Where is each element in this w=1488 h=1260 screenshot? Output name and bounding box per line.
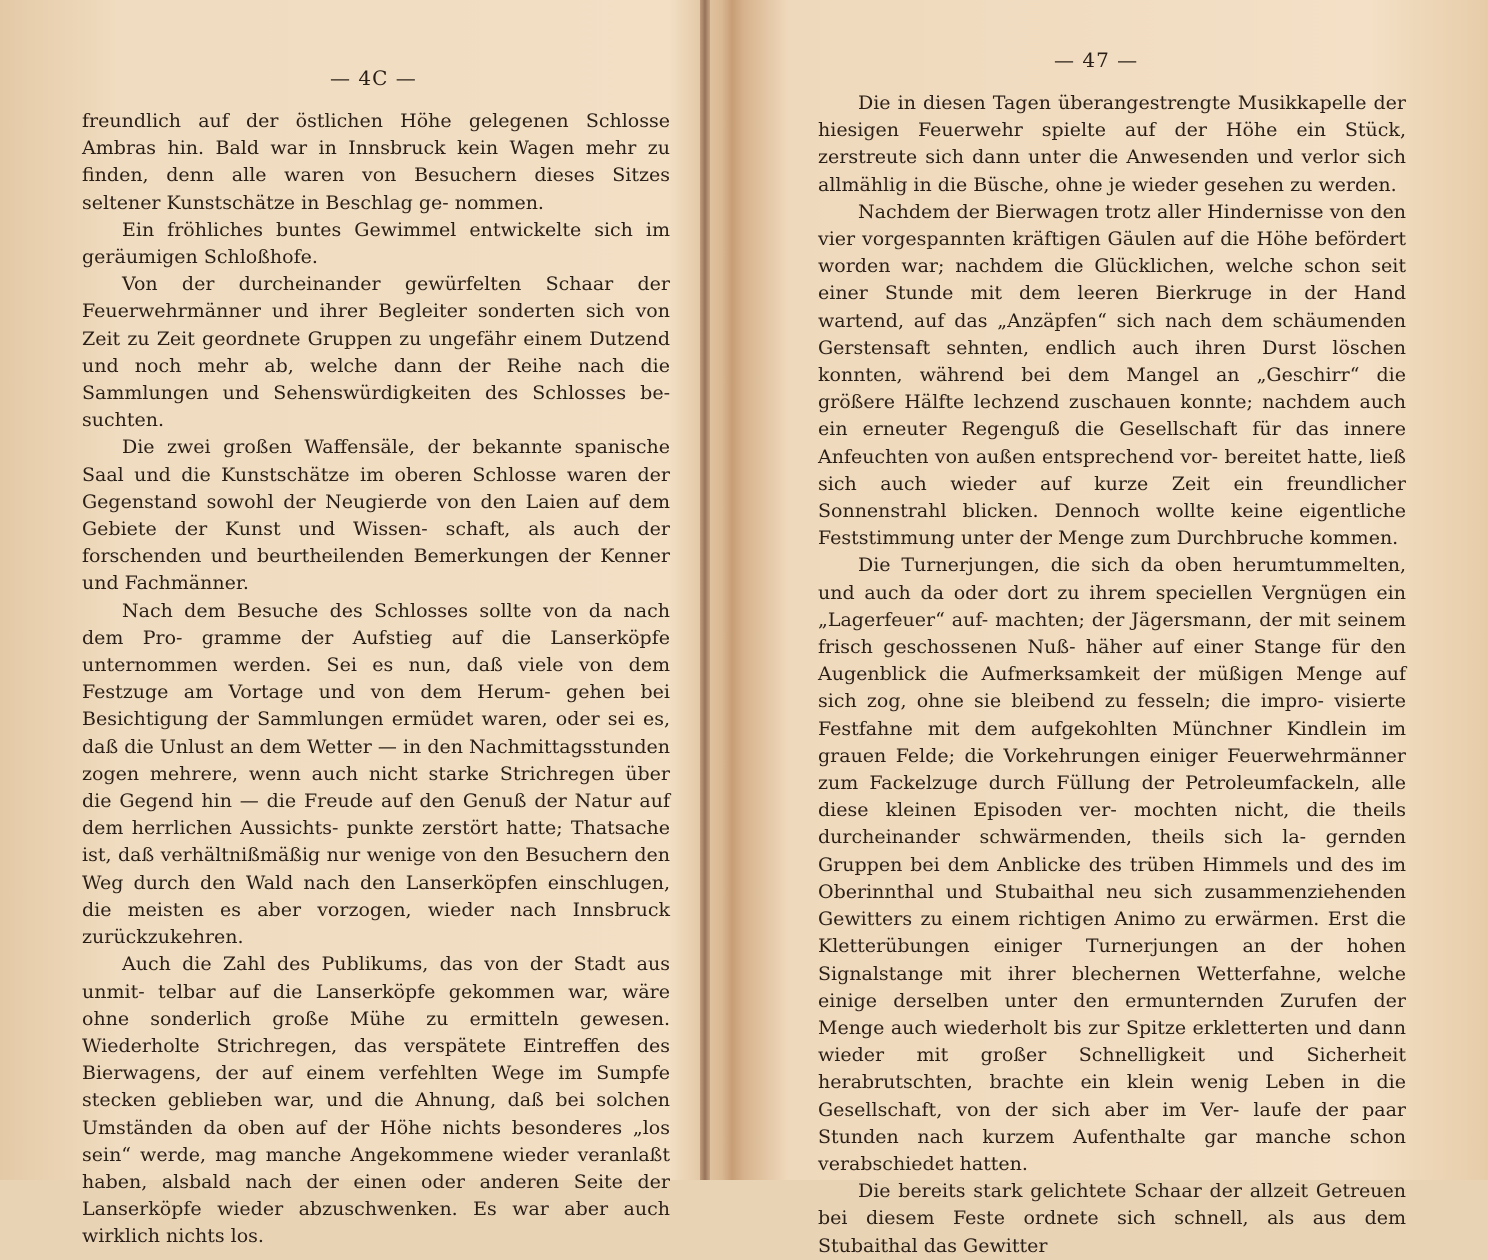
paragraph: Ein fröhliches buntes Gewimmel entwickelte sich im geräumigen Schloßhofe. xyxy=(82,218,670,269)
paragraph: Nachdem der Bierwagen trotz aller Hindernisse von den vier vorgespannten kräftigen Gäulen auf die Höhe befördert worden war; nachdem die Glücklichen, welche schon seit einer Stunde mit dem leeren Bierkruge in der Hand wartend, auf das „Anzäpfen“ sich nach dem schäumenden Gerstensaft sehnten, endlich auch ihren Durst löschen konnten, während bei dem Mangel an „Geschirr“ die größere Hälfte lechzend zuschauen konnte; nachdem auch ein erneuter Regenguß die Gesellschaft für das innere Anfeuchten von außen entsprechend vor- bereitet hatte, ließ sich auch wieder auf kurze Zeit ein freundlicher Sonnenstrahl blicken. Dennoch wollte keine eigentliche Feststimmung unter der Menge zum Durchbruche kommen. xyxy=(818,200,1406,550)
paragraph: Auch die Zahl des Publikums, das von der Stadt aus unmit- telbar auf die Lanserköpfe gekommen war, wäre ohne sonderlich große Mühe zu ermitteln gewesen. Wiederholte Strichregen, das verspätete Eintreffen des Bierwagens, der auf einem verfehlten Wege im Sumpfe stecken geblieben war, und die Ahnung, daß bei solchen Umständen da oben auf der Höhe nichts besonderes „los sein“ werde, mag manche Angekommene wieder veranlaßt haben, alsbald nach der einen oder anderen Seite der Lanserköpfe wieder abzuschwenken. Es war aber auch wirklich nichts los. xyxy=(82,953,670,1248)
left-page xyxy=(0,0,704,1248)
paragraph: Die in diesen Tagen überangestrengte Musikkapelle der hiesigen Feuerwehr spielte auf der Höhe ein Stück, zerstreute sich dann unter die Anwesenden und verlor sich allmählig in die Büsche, ohne je wieder gesehen zu werden. xyxy=(818,92,1406,196)
paragraph: Von der durcheinander gewürfelten Schaar der Feuerwehrmänner und ihrer Begleiter sonderten sich von Zeit zu Zeit geordnete Gruppen zu ungefähr einem Dutzend und noch mehr ab, welche dann der Reihe nach die Sammlungen und Sehenswürdigkeiten des Schlosses be- suchten. xyxy=(82,273,670,432)
paragraph: Nach dem Besuche des Schlosses sollte von da nach dem Pro- gramme der Aufstieg auf die Lanserköpfe unternommen werden. Sei es nun, daß viele von dem Festzuge am Vortage und von dem Herum- gehen bei Besichtigung der Sammlungen ermüdet waren, oder sei es, daß die Unlust an dem Wetter — in den Nachmittagsstunden zogen mehrere, wenn auch nicht starke Strichregen über die Gegend hin — die Freude auf den Genuß der Natur auf dem herrlichen Aussichts- punkte zerstört hatte; Thatsache ist, daß verhältnißmäßig nur wenige von den Besuchern den Weg durch den Wald nach den Lanserköpfen einschlugen, die meisten es aber vorzogen, wieder nach Innsbruck zurückzukehren. xyxy=(82,599,670,949)
page-number-right: — 47 — xyxy=(1054,48,1139,72)
paragraph: Die Turnerjungen, die sich da oben herumtummelten, und auch da oder dort zu ihrem speciellen Vergnügen ein „Lagerfeuer“ auf- machten; der Jägersmann, der mit seinem frisch geschossenen Nuß- häher auf einer Stange für den Augenblick die Aufmerksamkeit der müßigen Menge auf sich zog, ohne sie bleibend zu fesseln; die impro- visierte Festfahne mit dem aufgekohlten Münchner Kindlein im grauen Felde; die Vorkehrungen einiger Feuerwehrmänner zum Fackelzuge durch Füllung der Petroleumfackeln, alle diese kleinen Episoden ver- mochten nicht, die theils durcheinander schwärmenden, theils sich la- gernden Gruppen bei dem Anblicke des trüben Himmels und des im Oberinnthal und Stubaithal neu sich zusammenziehenden Gewitters zu einem richtigen Animo zu erwärmen. Erst die Kletterübungen einiger Turnerjungen an der hohen Signalstange mit ihrer blechernen Wetterfahne, welche einige derselben unter den ermunternden Zurufen der Menge auch wiederholt bis zur Spitze erkletterten und dann wieder mit großer Schnelligkeit und Sicherheit herabrutschten, brachte ein klein wenig Leben in die Gesellschaft, von der sich aber im Ver- laufe der paar Stunden nach kurzem Aufenthalte gar manche schon verabschiedet hatten. xyxy=(818,554,1406,1175)
right-page xyxy=(706,0,1488,1257)
paragraph: Die bereits stark gelichtete Schaar der allzeit Getreuen bei diesem Feste ordnete sich schnell, als aus dem Stubaithal das Gewitter xyxy=(818,1180,1406,1257)
page-number-left: — 4C — xyxy=(330,66,417,90)
right-page-text xyxy=(818,90,1406,1260)
left-page-text xyxy=(82,108,670,1251)
paragraph: Die zwei großen Waffensäle, der bekannte spanische Saal und die Kunstschätze im oberen Schlosse waren der Gegenstand sowohl der Neugierde von den Laien auf dem Gebiete der Kunst und Wissen- schaft, als auch der forschenden und beurtheilenden Bemerkungen der Kenner und Fachmänner. xyxy=(82,436,670,595)
paragraph: freundlich auf der östlichen Höhe gelegenen Schlosse Ambras hin. Bald war in Innsbruck kein Wagen mehr zu finden, denn alle waren von Besuchern dieses Sitzes seltener Kunstschätze in Beschlag ge- nommen. xyxy=(82,110,670,214)
